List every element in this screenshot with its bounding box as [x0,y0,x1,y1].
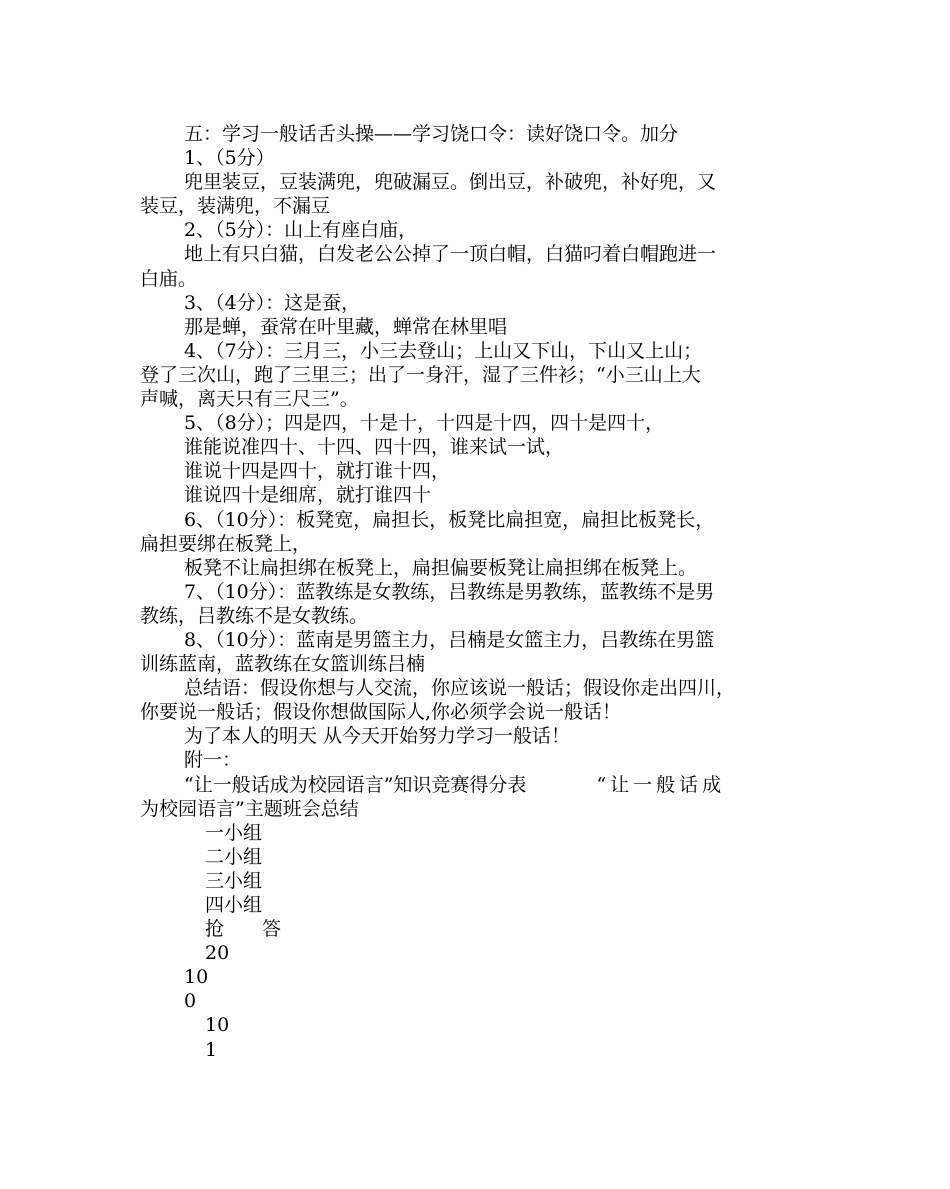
text-line: 谁说十四是四十，就打谁十四， [184,460,451,483]
table-cell: 10 [184,966,209,989]
text-line: 登了三次山，跑了三里三；出了一身汗，湿了三件衫；“小三山上大 [140,363,701,386]
text-line: 板凳不让扁担绑在板凳上，扁担偏要板凳让扁担绑在板凳上。 [184,556,698,579]
text-line: 训练蓝南，蓝教练在女篮训练吕楠 [140,653,426,676]
table-cell: 二小组 [205,845,263,868]
text-line: 为校园语言”主题班会总结 [140,797,359,820]
section-heading: 五：学习一般话舌头操——学习饶口令：读好饶口令。加分 [184,123,679,145]
table-cell: 0 [184,990,197,1013]
text-line: 谁说四十是细席，就打谁四十 [184,484,432,507]
item-7-label: 7、（10分）：蓝教练是女教练，吕教练是男教练，蓝教练不是男 [184,580,715,603]
text-line: 教练，吕教练不是女教练。 [140,604,369,627]
item-6-label: 6、（10分）：板凳宽，扁担长，板凳比扁担宽，扁担比板凳长， [184,508,715,531]
item-1-label: 1、（5分） [184,147,275,170]
item-2-label: 2、（5分）：山上有座白庙， [184,219,418,242]
text-line: 声喊，离天只有三尺三”。 [140,388,359,411]
table-cell: 10 [205,1014,230,1037]
item-5-label: 5、（8分）；四是四，十是十，十四是十四，四十是四十， [184,412,665,435]
score-table-title: “让一般话成为校园语言”知识竞赛得分表 [184,773,527,796]
text-line: 那是蝉，蚕常在叶里藏，蝉常在林里唱 [184,315,508,338]
summary-line: 总结语：假设你想与人交流，你应该说一般话；假设你走出四川， [184,677,736,700]
table-cell: 抢 答 [205,918,282,941]
table-cell: 四小组 [205,894,263,916]
class-meeting-title: “让一般话成 [596,773,726,796]
item-4-label: 4、（7分）：三月三，小三去登山；上山又下山，下山又上山； [184,339,703,362]
appendix-label: 附一： [184,749,242,772]
text-line: 白庙。 [140,267,198,290]
item-8-label: 8、（10分）：蓝南是男篮主力，吕楠是女篮主力，吕教练在男篮 [184,628,715,651]
text-line: 你要说一般话；假设你想做国际人,你必须学会说一般话！ [140,701,622,724]
item-3-label: 3、（4分）：这是蚕， [184,291,361,314]
text-line: 扁担要绑在板凳上， [140,532,312,555]
table-cell: 一小组 [205,821,263,844]
text-line: 地上有只白猫，白发老公公掉了一顶白帽，白猫叼着白帽跑进一 [184,243,717,266]
table-cell: 1 [205,1038,218,1061]
text-line: 兜里装豆，豆装满兜，兜破漏豆。倒出豆，补破兜，补好兜，又 [184,171,717,194]
document-body [140,122,812,1062]
table-cell: 三小组 [205,869,263,892]
table-cell: 20 [205,942,230,965]
text-line: 谁能说准四十、十四、四十四，谁来试一试， [184,436,565,459]
text-line: 装豆，装满兜，不漏豆 [140,195,331,218]
appendix-title-line [140,773,812,797]
text-line: 为了本人的明天 从今天开始努力学习一般话！ [184,725,571,748]
